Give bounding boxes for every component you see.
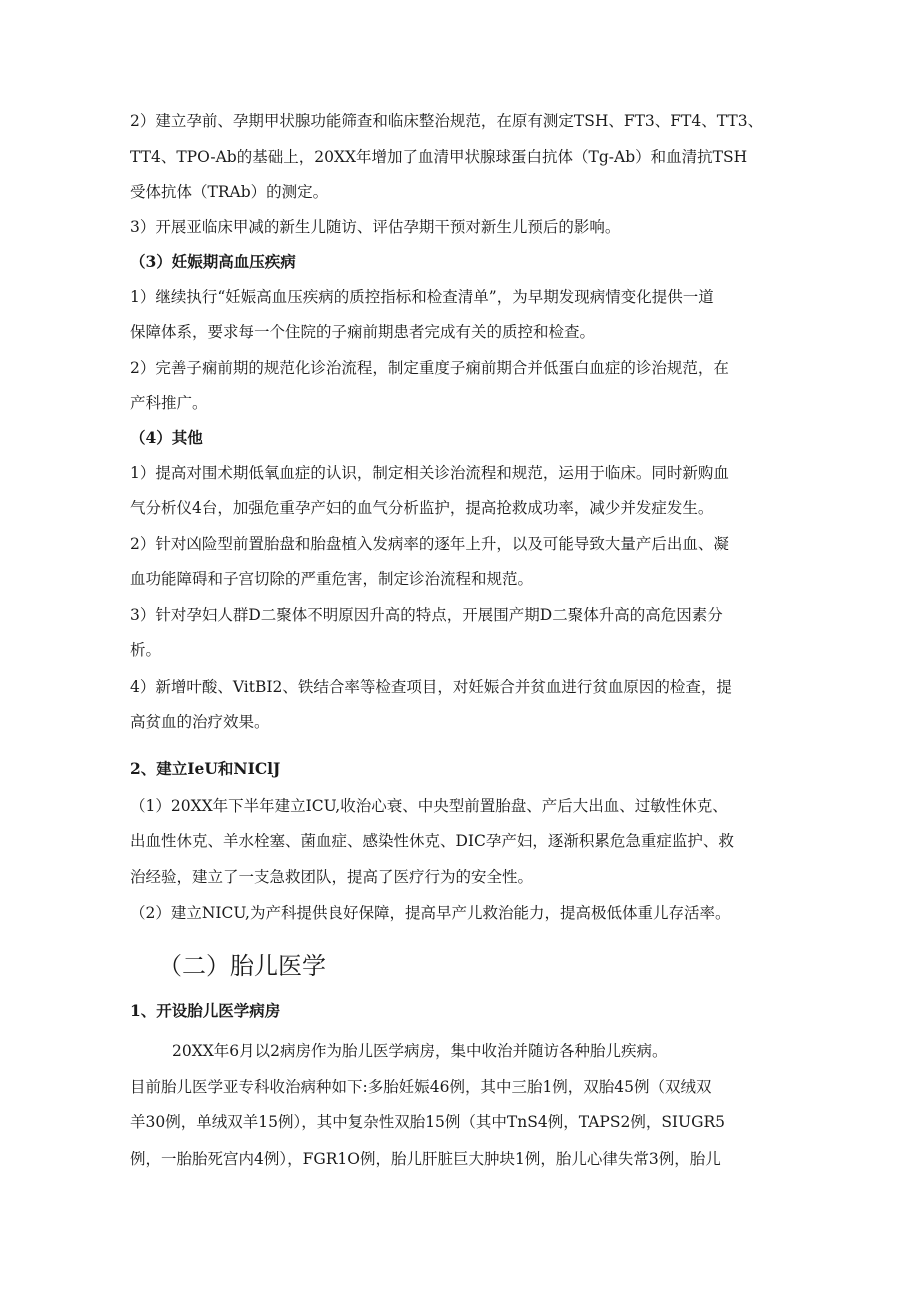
text-line: 羊30例，单绒双羊15例），其中复杂性双胎15例（其中TnS4例，TAPS2例，SIUGR5 <box>130 1113 726 1131</box>
text-line: 治经验，建立了一支急救团队，提高了医疗行为的安全性。 <box>130 868 534 886</box>
text-line: （2）建立NICU,为产科提供良好保障，提高早产儿救治能力，提高极低体重儿存活率。 <box>130 904 731 922</box>
text-line: 4）新增叶酸、VitBI2、铁结合率等检查项目，对妊娠合并贫血进行贫血原因的检查，提 <box>130 678 732 696</box>
text-line: 血功能障碍和子宫切除的严重危害，制定诊治流程和规范。 <box>130 570 534 588</box>
text-line: 3）开展亚临床甲减的新生儿随访、评估孕期干预对新生儿预后的影响。 <box>130 218 621 236</box>
text-line: 目前胎儿医学亚专科收治病种如下:多胎妊娠46例，其中三胎1例，双胎45例（双绒双 <box>130 1078 712 1096</box>
text-line: 例，一胎胎死宫内4例），FGR1O例，胎儿肝脏巨大肿块1例，胎儿心律失常3例，胎儿 <box>130 1150 721 1168</box>
text-line: 1）继续执行“妊娠高血压疾病的质控指标和检查清单”，为早期发现病情变化提供一道 <box>130 288 714 306</box>
text-line: 20XX年6月以2病房作为胎儿医学病房，集中收治并随访各种胎儿疾病。 <box>172 1042 668 1060</box>
text-line: 气分析仪4台，加强危重孕产妇的血气分析监护，提高抢救成功率，减少并发症发生。 <box>130 499 714 517</box>
chapter-heading: （二）胎儿医学 <box>158 952 326 980</box>
text-line: 3）针对孕妇人群D二聚体不明原因升高的特点，开展围产期D二聚体升高的高危因素分 <box>130 606 723 624</box>
text-line: 高贫血的治疗效果。 <box>130 713 270 731</box>
section-heading: 2、建立IeU和NIClJ <box>130 759 281 778</box>
text-line: TT4、TPO-Ab的基础上，20XX年增加了血清甲状腺球蛋白抗体（Tg-Ab）和血清抗TSH <box>130 148 748 166</box>
text-line: （1）20XX年下半年建立ICU,收治心衰、中央型前置胎盘、产后大出血、过敏性休克、 <box>130 797 728 815</box>
subsection-heading: （3）妊娠期高血压疾病 <box>130 252 296 271</box>
text-line: 1）提高对围术期低氧血症的认识，制定相关诊治流程和规范，运用于临床。同时新购血 <box>130 464 729 482</box>
text-line: 2）针对凶险型前置胎盘和胎盘植入发病率的逐年上升，以及可能导致大量产后出血、凝 <box>130 535 729 553</box>
section-heading: 1、开设胎儿医学病房 <box>130 1001 281 1020</box>
text-line: 受体抗体（TRAb）的测定。 <box>130 183 329 201</box>
text-line: 保障体系，要求每一个住院的子痫前期患者完成有关的质控和检查。 <box>130 323 596 341</box>
text-line: 2）建立孕前、孕期甲状腺功能筛查和临床整治规范，在原有测定TSH、FT3、FT4、TT3、 <box>130 112 764 130</box>
subsection-heading: （4）其他 <box>130 428 203 447</box>
text-line: 2）完善子痫前期的规范化诊治流程，制定重度子痫前期合并低蛋白血症的诊治规范，在 <box>130 359 729 377</box>
text-line: 产科推广。 <box>130 394 208 412</box>
text-line: 析。 <box>130 641 162 659</box>
text-line: 出血性休克、羊水栓塞、菌血症、感染性休克、DIC孕产妇，逐渐积累危急重症监护、救 <box>130 832 734 850</box>
